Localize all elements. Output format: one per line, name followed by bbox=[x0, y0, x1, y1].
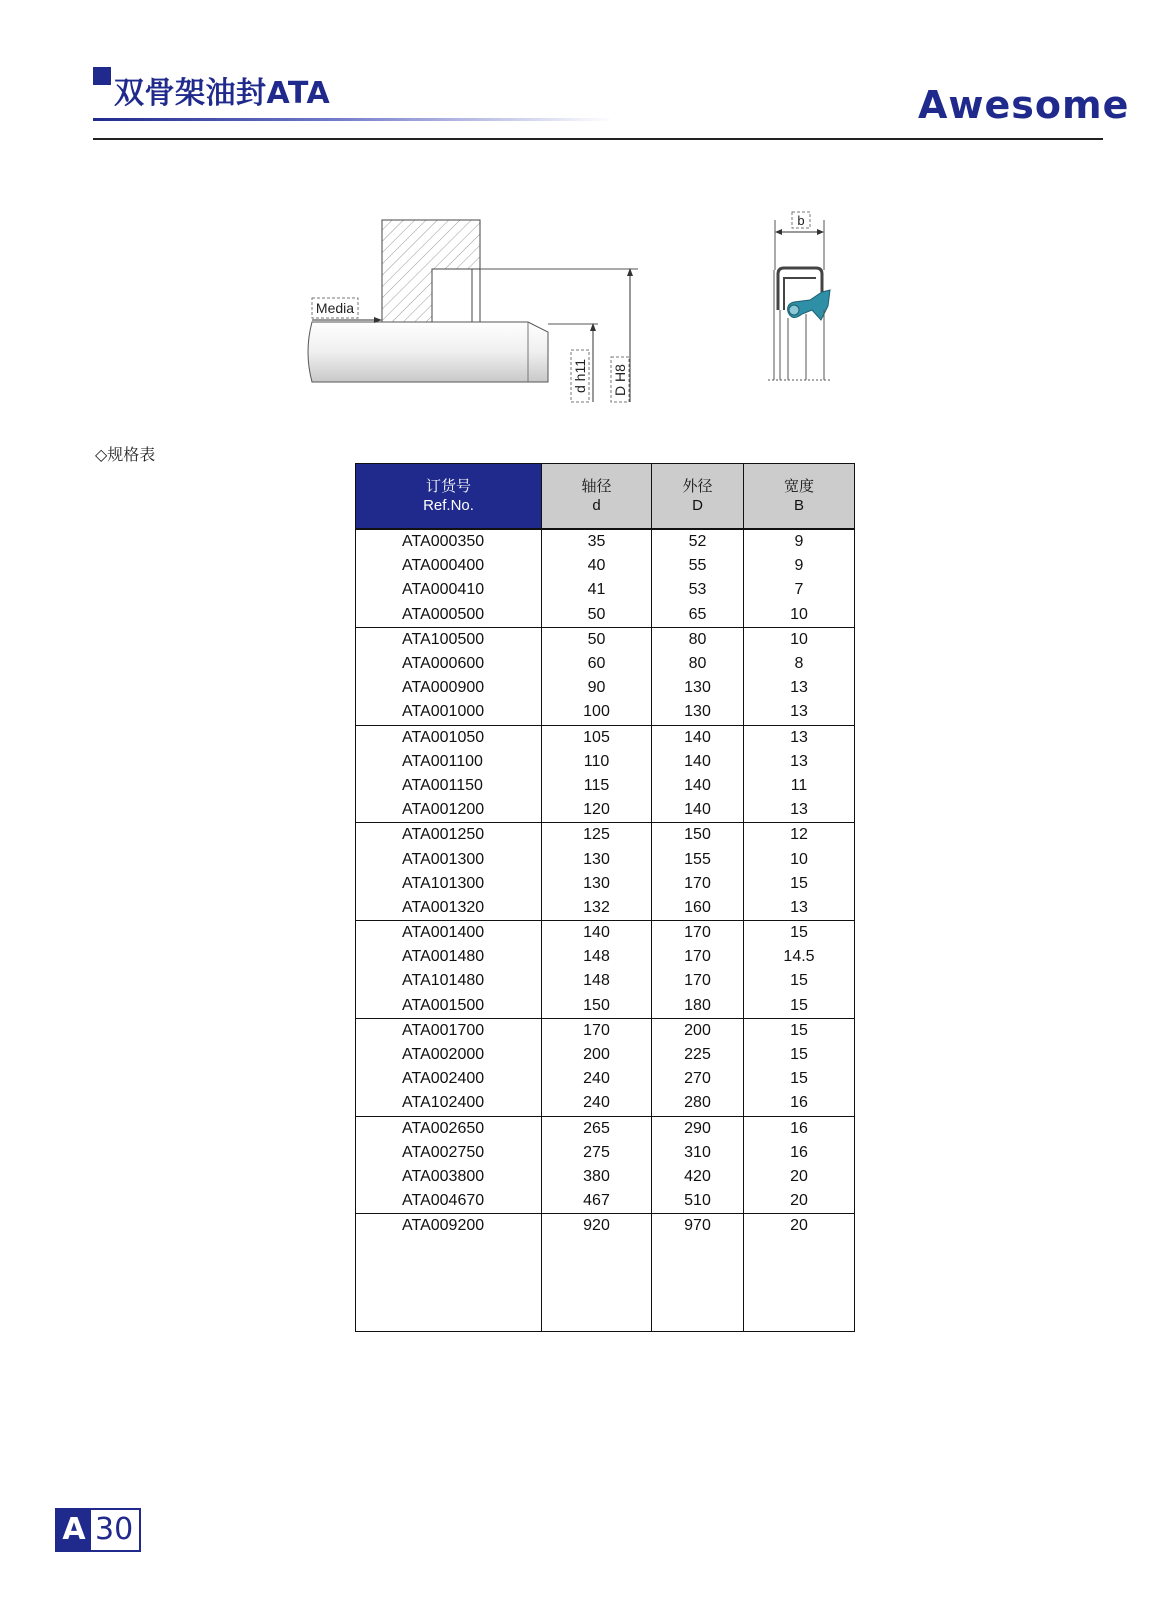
cell-ref-no: ATA002650 bbox=[356, 1116, 542, 1141]
cell-shaft-diameter: 90 bbox=[542, 676, 652, 700]
table-header-row bbox=[356, 464, 855, 530]
table-row bbox=[356, 1067, 855, 1091]
cell-ref-no: ATA001500 bbox=[356, 994, 542, 1019]
cell-outer-diameter: 140 bbox=[652, 798, 744, 823]
cell-outer-diameter: 180 bbox=[652, 994, 744, 1019]
cell-outer-diameter: 970 bbox=[652, 1214, 744, 1239]
cell-width: 20 bbox=[744, 1214, 855, 1239]
cell-shaft-diameter: 132 bbox=[542, 896, 652, 921]
shaft-dim-label: d h11 bbox=[572, 359, 588, 393]
cell-outer-diameter: 155 bbox=[652, 847, 744, 871]
table-row bbox=[356, 578, 855, 602]
cell-ref-no: ATA002750 bbox=[356, 1141, 542, 1165]
cell-shaft-diameter: 110 bbox=[542, 750, 652, 774]
table-row bbox=[356, 969, 855, 993]
seal-section-drawing bbox=[768, 212, 832, 380]
header-ref-no: 订货号 Ref.No. bbox=[356, 464, 542, 530]
cell-outer-diameter: 280 bbox=[652, 1091, 744, 1116]
spec-table-body bbox=[356, 529, 855, 1332]
cell-outer-diameter: 140 bbox=[652, 774, 744, 798]
cell-outer-diameter: 65 bbox=[652, 603, 744, 628]
cell-shaft-diameter: 148 bbox=[542, 945, 652, 969]
table-row bbox=[356, 529, 855, 554]
cell-width: 15 bbox=[744, 1018, 855, 1043]
table-row bbox=[356, 847, 855, 871]
cell-ref-no: ATA000500 bbox=[356, 603, 542, 628]
header-shaft-diameter: 轴径 d bbox=[542, 464, 652, 530]
table-empty-cell bbox=[542, 1238, 652, 1332]
cell-width: 13 bbox=[744, 725, 855, 750]
cell-width: 13 bbox=[744, 676, 855, 700]
cell-width: 10 bbox=[744, 603, 855, 628]
media-annotation bbox=[312, 298, 382, 323]
bore-dim-label: D H8 bbox=[612, 364, 628, 396]
cell-ref-no: ATA001000 bbox=[356, 700, 542, 725]
table-row bbox=[356, 921, 855, 946]
shaft-dimension bbox=[548, 323, 598, 402]
cell-outer-diameter: 310 bbox=[652, 1141, 744, 1165]
cell-ref-no: ATA001300 bbox=[356, 847, 542, 871]
table-empty-cell bbox=[744, 1238, 855, 1332]
table-row bbox=[356, 774, 855, 798]
table-row bbox=[356, 1043, 855, 1067]
cell-width: 7 bbox=[744, 578, 855, 602]
table-row bbox=[356, 994, 855, 1019]
table-row bbox=[356, 700, 855, 725]
cell-width: 20 bbox=[744, 1189, 855, 1214]
table-row bbox=[356, 1214, 855, 1239]
cell-shaft-diameter: 100 bbox=[542, 700, 652, 725]
shaft-drawing bbox=[308, 322, 548, 382]
cell-ref-no: ATA001050 bbox=[356, 725, 542, 750]
cell-ref-no: ATA001400 bbox=[356, 921, 542, 946]
cell-outer-diameter: 420 bbox=[652, 1165, 744, 1189]
cell-ref-no: ATA001150 bbox=[356, 774, 542, 798]
cell-outer-diameter: 52 bbox=[652, 529, 744, 554]
cell-outer-diameter: 150 bbox=[652, 823, 744, 848]
table-row bbox=[356, 1189, 855, 1214]
cell-width: 15 bbox=[744, 1043, 855, 1067]
cell-outer-diameter: 80 bbox=[652, 627, 744, 652]
cell-outer-diameter: 53 bbox=[652, 578, 744, 602]
cell-outer-diameter: 225 bbox=[652, 1043, 744, 1067]
cell-width: 13 bbox=[744, 896, 855, 921]
spec-table bbox=[355, 463, 855, 1332]
cell-ref-no: ATA001320 bbox=[356, 896, 542, 921]
cell-width: 16 bbox=[744, 1141, 855, 1165]
cell-ref-no: ATA101480 bbox=[356, 969, 542, 993]
table-row bbox=[356, 652, 855, 676]
table-row bbox=[356, 1116, 855, 1141]
brand-logo: Awesome bbox=[918, 83, 1130, 127]
cell-shaft-diameter: 115 bbox=[542, 774, 652, 798]
table-row bbox=[356, 676, 855, 700]
cell-ref-no: ATA001480 bbox=[356, 945, 542, 969]
table-row bbox=[356, 1018, 855, 1043]
cell-ref-no: ATA001100 bbox=[356, 750, 542, 774]
cell-outer-diameter: 170 bbox=[652, 969, 744, 993]
cell-ref-no: ATA000400 bbox=[356, 554, 542, 578]
cell-outer-diameter: 160 bbox=[652, 896, 744, 921]
title-marker bbox=[93, 67, 111, 85]
housing-drawing bbox=[382, 220, 480, 322]
table-row bbox=[356, 823, 855, 848]
cell-outer-diameter: 130 bbox=[652, 676, 744, 700]
page-title: 双骨架油封ATA bbox=[114, 76, 331, 111]
cell-shaft-diameter: 60 bbox=[542, 652, 652, 676]
cell-ref-no: ATA001200 bbox=[356, 798, 542, 823]
cell-ref-no: ATA002000 bbox=[356, 1043, 542, 1067]
header-outer-diameter: 外径 D bbox=[652, 464, 744, 530]
section-badge: A bbox=[57, 1510, 91, 1550]
cell-shaft-diameter: 130 bbox=[542, 872, 652, 896]
cell-width: 10 bbox=[744, 627, 855, 652]
page-number bbox=[55, 1508, 141, 1552]
cell-width: 12 bbox=[744, 823, 855, 848]
cell-width: 13 bbox=[744, 700, 855, 725]
cell-shaft-diameter: 275 bbox=[542, 1141, 652, 1165]
table-row bbox=[356, 1091, 855, 1116]
table-row bbox=[356, 603, 855, 628]
cell-shaft-diameter: 150 bbox=[542, 994, 652, 1019]
cell-outer-diameter: 140 bbox=[652, 725, 744, 750]
cell-width: 11 bbox=[744, 774, 855, 798]
page-number-value: 30 bbox=[91, 1510, 139, 1550]
title-underline bbox=[93, 118, 613, 121]
cell-outer-diameter: 510 bbox=[652, 1189, 744, 1214]
cell-ref-no: ATA001700 bbox=[356, 1018, 542, 1043]
cell-ref-no: ATA002400 bbox=[356, 1067, 542, 1091]
cell-shaft-diameter: 125 bbox=[542, 823, 652, 848]
table-row bbox=[356, 750, 855, 774]
cell-shaft-diameter: 240 bbox=[542, 1091, 652, 1116]
cell-ref-no: ATA000900 bbox=[356, 676, 542, 700]
table-row bbox=[356, 554, 855, 578]
cell-width: 15 bbox=[744, 994, 855, 1019]
cell-outer-diameter: 270 bbox=[652, 1067, 744, 1091]
cell-ref-no: ATA000600 bbox=[356, 652, 542, 676]
cell-width: 16 bbox=[744, 1091, 855, 1116]
cell-width: 20 bbox=[744, 1165, 855, 1189]
width-label: b bbox=[797, 213, 805, 228]
cell-ref-no: ATA000350 bbox=[356, 529, 542, 554]
table-row bbox=[356, 627, 855, 652]
cell-outer-diameter: 170 bbox=[652, 921, 744, 946]
table-empty-row bbox=[356, 1238, 855, 1332]
spec-table-label: ◇规格表 bbox=[95, 445, 156, 464]
media-label: Media bbox=[315, 300, 355, 316]
cell-width: 13 bbox=[744, 750, 855, 774]
cell-outer-diameter: 200 bbox=[652, 1018, 744, 1043]
cell-shaft-diameter: 120 bbox=[542, 798, 652, 823]
cell-shaft-diameter: 170 bbox=[542, 1018, 652, 1043]
cell-shaft-diameter: 40 bbox=[542, 554, 652, 578]
cell-ref-no: ATA102400 bbox=[356, 1091, 542, 1116]
table-row bbox=[356, 725, 855, 750]
table-empty-cell bbox=[652, 1238, 744, 1332]
cell-width: 15 bbox=[744, 969, 855, 993]
cell-ref-no: ATA003800 bbox=[356, 1165, 542, 1189]
cell-shaft-diameter: 148 bbox=[542, 969, 652, 993]
cell-outer-diameter: 55 bbox=[652, 554, 744, 578]
cell-shaft-diameter: 380 bbox=[542, 1165, 652, 1189]
table-row bbox=[356, 798, 855, 823]
cell-shaft-diameter: 50 bbox=[542, 603, 652, 628]
table-empty-cell bbox=[356, 1238, 542, 1332]
table-row bbox=[356, 896, 855, 921]
cell-width: 15 bbox=[744, 1067, 855, 1091]
table-row bbox=[356, 945, 855, 969]
cell-width: 15 bbox=[744, 921, 855, 946]
cell-ref-no: ATA000410 bbox=[356, 578, 542, 602]
cell-ref-no: ATA009200 bbox=[356, 1214, 542, 1239]
header-rule bbox=[93, 138, 1103, 140]
cell-shaft-diameter: 140 bbox=[542, 921, 652, 946]
cell-width: 14.5 bbox=[744, 945, 855, 969]
cell-shaft-diameter: 240 bbox=[542, 1067, 652, 1091]
cell-ref-no: ATA100500 bbox=[356, 627, 542, 652]
cell-shaft-diameter: 130 bbox=[542, 847, 652, 871]
cell-shaft-diameter: 50 bbox=[542, 627, 652, 652]
cell-width: 8 bbox=[744, 652, 855, 676]
cell-width: 16 bbox=[744, 1116, 855, 1141]
cell-shaft-diameter: 467 bbox=[542, 1189, 652, 1214]
table-row bbox=[356, 872, 855, 896]
cell-width: 9 bbox=[744, 554, 855, 578]
cell-width: 15 bbox=[744, 872, 855, 896]
cell-shaft-diameter: 35 bbox=[542, 529, 652, 554]
cell-shaft-diameter: 920 bbox=[542, 1214, 652, 1239]
cell-width: 13 bbox=[744, 798, 855, 823]
cell-ref-no: ATA101300 bbox=[356, 872, 542, 896]
seal-diagram bbox=[300, 210, 880, 425]
cell-shaft-diameter: 105 bbox=[542, 725, 652, 750]
cell-outer-diameter: 130 bbox=[652, 700, 744, 725]
header-width: 宽度 B bbox=[744, 464, 855, 530]
cell-outer-diameter: 290 bbox=[652, 1116, 744, 1141]
cell-ref-no: ATA004670 bbox=[356, 1189, 542, 1214]
cell-outer-diameter: 170 bbox=[652, 945, 744, 969]
cell-outer-diameter: 170 bbox=[652, 872, 744, 896]
cell-outer-diameter: 140 bbox=[652, 750, 744, 774]
cell-shaft-diameter: 265 bbox=[542, 1116, 652, 1141]
cell-ref-no: ATA001250 bbox=[356, 823, 542, 848]
cell-shaft-diameter: 41 bbox=[542, 578, 652, 602]
cell-shaft-diameter: 200 bbox=[542, 1043, 652, 1067]
cell-outer-diameter: 80 bbox=[652, 652, 744, 676]
table-row bbox=[356, 1141, 855, 1165]
cell-width: 10 bbox=[744, 847, 855, 871]
cell-width: 9 bbox=[744, 529, 855, 554]
table-row bbox=[356, 1165, 855, 1189]
